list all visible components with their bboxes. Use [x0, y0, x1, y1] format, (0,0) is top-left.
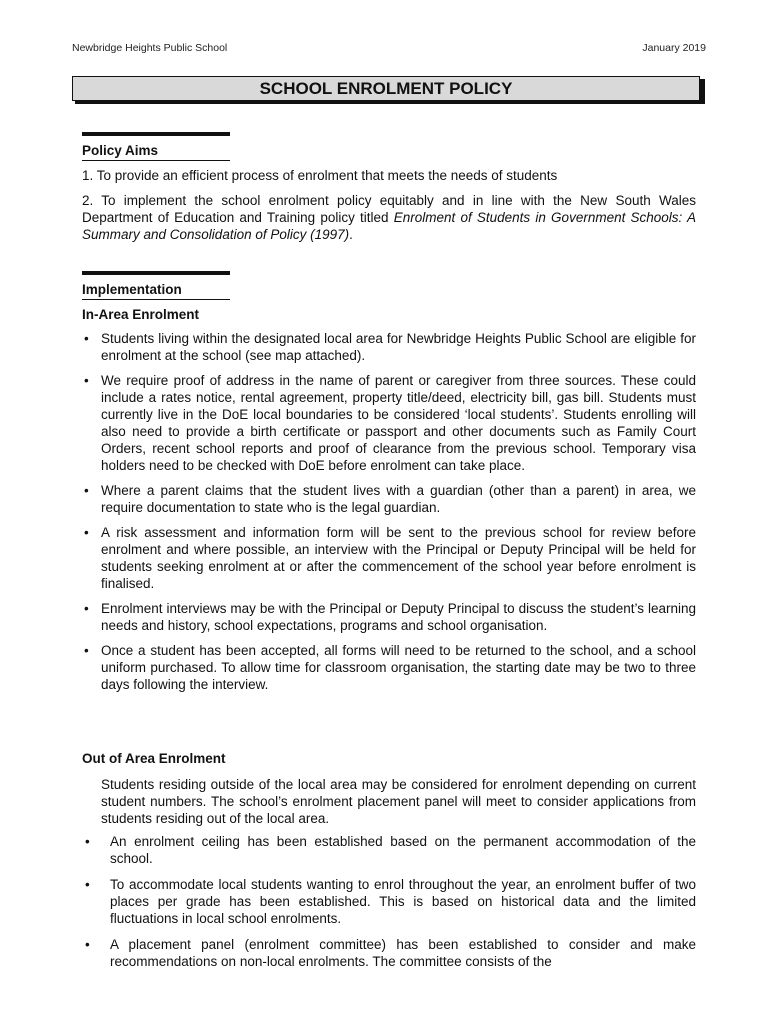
list-item-text: Where a parent claims that the student lives with a guardian (other than a parent) in area, we require documentation to state who is the legal guardian. [101, 483, 696, 515]
header-date: January 2019 [642, 42, 706, 54]
list-item [82, 642, 696, 693]
bullet-icon: • [85, 937, 90, 952]
list-item [82, 482, 696, 516]
list-item-text: Enrolment interviews may be with the Principal or Deputy Principal to discuss the student’s learning needs and history, school expectations, programs and school organisation. [101, 601, 696, 633]
list-item-text: Once a student has been accepted, all forms will need to be returned to the school, and a school uniform purchased. To allow time for classroom organisation, the starting date may be two to three days following the interview. [101, 643, 696, 692]
heading-rule-thick [82, 271, 230, 275]
aim-2-end: . [349, 227, 353, 242]
list-item [82, 600, 696, 634]
out-of-area-intro: Students residing outside of the local area may be considered for enrolment depending on current student numbers. The school’s enrolment placement panel will meet to consider applications from students residing out of the local area. [101, 777, 696, 826]
implementation-heading [82, 271, 230, 300]
list-item-text: A risk assessment and information form will be sent to the previous school for review before enrolment and where possible, an interview with the Principal or Deputy Principal will be held for students seeking enrolment at or after the commencement of the school year before enrolment is finalised. [101, 525, 696, 591]
bullet-icon: • [84, 331, 89, 346]
heading-rule-thin [82, 299, 230, 300]
bullet-icon: • [85, 877, 90, 892]
bullet-icon: • [84, 601, 89, 616]
section-heading-label: Policy Aims [82, 143, 159, 158]
heading-rule-thick [82, 132, 230, 136]
bullet-icon: • [84, 643, 89, 658]
bullet-icon: • [84, 483, 89, 498]
out-of-area-heading: Out of Area Enrolment [82, 751, 226, 766]
list-item [82, 524, 696, 592]
title-banner [72, 76, 706, 106]
list-item [82, 372, 696, 474]
list-item [82, 833, 696, 867]
in-area-heading: In-Area Enrolment [82, 307, 200, 322]
page-title: SCHOOL ENROLMENT POLICY [72, 76, 700, 101]
in-area-list [82, 330, 696, 701]
list-item [82, 330, 696, 364]
section-heading-label: Implementation [82, 282, 182, 297]
out-of-area-list [82, 833, 696, 979]
heading-rule-thin [82, 160, 230, 161]
aim-2-text: 2. To implement the school enrolment policy equitably and in line with the New South Wales Department of Education and Training policy titled [82, 193, 696, 225]
bullet-icon: • [84, 373, 89, 388]
policy-aims-heading [82, 132, 230, 161]
list-item-text: Students living within the designated local area for Newbridge Heights Public School are eligible for enrolment at the school (see map attached). [101, 331, 696, 363]
list-item [82, 936, 696, 970]
list-item-text: We require proof of address in the name of parent or caregiver from three sources. These could include a rates notice, rental agreement, property title/deed, electricity bill, gas bill. Students must currently live in the DoE local boundaries to be considered ‘local students’. Students enrolling will also need to provide a birth certificate or passport and other documents such as Family Court Orders, recent school reports and proof of clearance from the previous school. Temporary visa holders need to be checked with DoE before enrolment can take place. [101, 373, 696, 473]
aim-2-policy-title: Enrolment of Students in Government Schools: A Summary and Consolidation of Policy (1997) [82, 210, 696, 242]
list-item-text: A placement panel (enrolment committee) has been established to consider and make recommendations on non-local enrolments. The committee consists of the [110, 937, 696, 969]
header-school-name: Newbridge Heights Public School [72, 42, 228, 54]
bullet-icon: • [84, 525, 89, 540]
policy-aim-1: 1. To provide an efficient process of enrolment that meets the needs of students [82, 168, 558, 183]
bullet-icon: • [85, 834, 90, 849]
list-item-text: To accommodate local students wanting to enrol throughout the year, an enrolment buffer of two places per grade has been established. This is based on historical data and the limited fluctuations in local school enrolments. [110, 877, 696, 926]
policy-aim-2 [82, 192, 696, 243]
list-item-text: An enrolment ceiling has been established based on the permanent accommodation of the school. [110, 834, 696, 866]
list-item [82, 876, 696, 927]
